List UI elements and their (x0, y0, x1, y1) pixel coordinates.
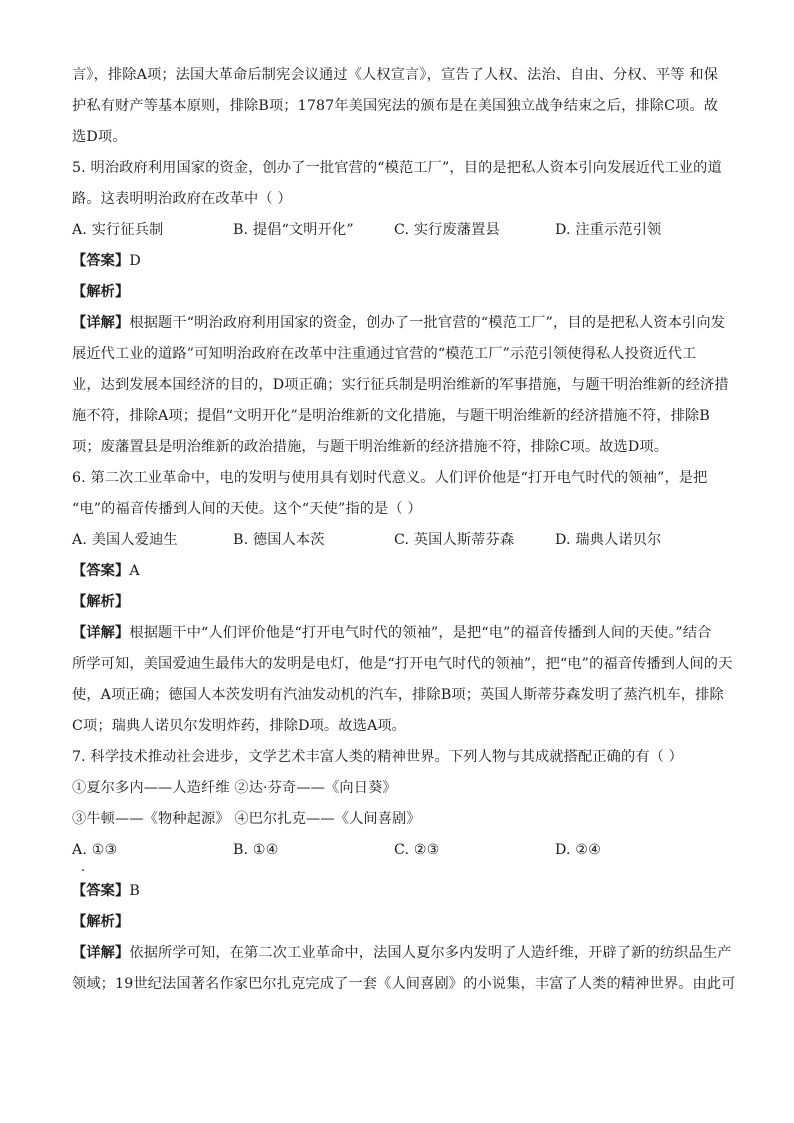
question-7-stem: 7. 科学技术推动社会进步，文学艺术丰富人类的精神世界。下列人物与其成就搭配正确的有（ ） (72, 749, 683, 765)
detail-text: 业，达到发展本国经济的目的，D项正确；实行征兵制是明治维新的军事措施，与题干明治维新的经济措 (72, 377, 729, 393)
option-c: C. 实行废藩置县 (394, 222, 500, 238)
option-c: C. 英国人斯蒂芬森 (394, 532, 515, 548)
option-a: A. 美国人爱迪生 (72, 532, 178, 548)
detail-label: 【详解】 (72, 315, 130, 331)
analysis-label: 【解析】 (72, 914, 130, 930)
answer-label: 【答案】 (72, 253, 130, 269)
answer-value: D (129, 253, 141, 269)
question-6-options (72, 527, 728, 553)
detail-line (72, 940, 732, 966)
answer-value: A (129, 563, 140, 579)
question-5-options (72, 217, 728, 243)
text-line: 选D项。 (72, 129, 127, 145)
option-a: A. 实行征兵制 (72, 222, 164, 238)
detail-text: 使，A项正确；德国人本茨发明有汽油发动机的汽车，排除B项；英国人斯蒂芬森发明了蒸汽机车，排除 (72, 687, 724, 703)
question-7-item: ③牛顿——《物种起源》 ④巴尔扎克——《人间喜剧》 (72, 811, 421, 827)
answer-label: 【答案】 (72, 563, 130, 579)
detail-label: 【详解】 (72, 625, 130, 641)
analysis-label: 【解析】 (72, 594, 130, 610)
detail-text: 所学可知，美国爱迪生最伟大的发明是电灯，他是“打开电气时代的领袖”，把“电”的福音传播到人间的天 (72, 656, 733, 672)
option-d: D. 注重示范引领 (555, 222, 662, 238)
stray-dot (82, 869, 84, 871)
detail-text: 领域；19世纪法国著名作家巴尔扎克完成了一套《人间喜剧》的小说集，丰富了人类的精神世界。由此可 (72, 976, 736, 992)
detail-text: 施不符，排除A项；提倡“文明开化”是明治维新的文化措施，与题干明治维新的经济措施不符，排除B (72, 408, 710, 424)
question-6-stem: “电”的福音传播到人间的天使。这个“天使”指的是（ ） (72, 501, 422, 517)
answer-label: 【答案】 (72, 883, 130, 899)
text-line: 言》，排除A项；法国大革命后制宪会议通过《人权宣言》，宣告了人权、法治、自由、分权、平等 和保 (72, 67, 719, 83)
detail-label: 【详解】 (72, 945, 130, 961)
option-b: B. ①④ (233, 842, 279, 858)
detail-text: 依据所学可知，在第二次工业革命中，法国人夏尔多内发明了人造纤维，开辟了新的纺织品生产 (129, 945, 732, 961)
answer-line (72, 878, 728, 904)
analysis-label: 【解析】 (72, 284, 130, 300)
text-line: 护私有财产等基本原则，排除B项；1787年美国宪法的颁布是在美国独立战争结束之后，排除C项。故 (72, 98, 719, 114)
document-page (72, 62, 736, 1002)
detail-text: 根据题干“明治政府利用国家的资金，创办了一批官营的“模范工厂”，目的是把私人资本引向发 (129, 315, 726, 331)
option-b: B. 德国人本茨 (233, 532, 325, 548)
option-c: C. ②③ (394, 842, 440, 858)
detail-line (72, 620, 728, 646)
answer-line (72, 558, 728, 584)
option-a: A. ①③ (72, 842, 118, 858)
answer-line (72, 248, 728, 274)
detail-text: 根据题干中“人们评价他是“打开电气时代的领袖”，是把“电”的福音传播到人间的天使。”结合 (129, 625, 712, 641)
option-b: B. 提倡“文明开化” (233, 222, 354, 238)
answer-value: B (129, 883, 140, 899)
spacer (72, 868, 728, 878)
detail-text: 展近代工业的道路”可知明治政府在改革中注重通过官营的“模范工厂”示范引领使得私人投资近代工 (72, 346, 697, 362)
option-d: D. ②④ (555, 842, 602, 858)
detail-text: 项；废藩置县是明治维新的政治措施，与题干明治维新的经济措施不符，排除C项。故选D项。 (72, 439, 669, 455)
detail-text: C项；瑞典人诺贝尔发明炸药，排除D项。故选A项。 (72, 718, 407, 734)
question-7-item: ①夏尔多内——人造纤维 ②达·芬奇——《向日葵》 (72, 780, 397, 796)
question-7-options (72, 837, 728, 863)
question-5-stem: 路。这表明明治政府在改革中（ ） (72, 191, 292, 207)
question-5-stem: 5. 明治政府利用国家的资金，创办了一批官营的“模范工厂”，目的是把私人资本引向发展近代工业的道 (72, 160, 722, 176)
detail-line (72, 310, 728, 336)
option-d: D. 瑞典人诺贝尔 (555, 532, 662, 548)
question-6-stem: 6. 第二次工业革命中，电的发明与使用具有划时代意义。人们评价他是“打开电气时代的领袖”，是把 (72, 470, 708, 486)
